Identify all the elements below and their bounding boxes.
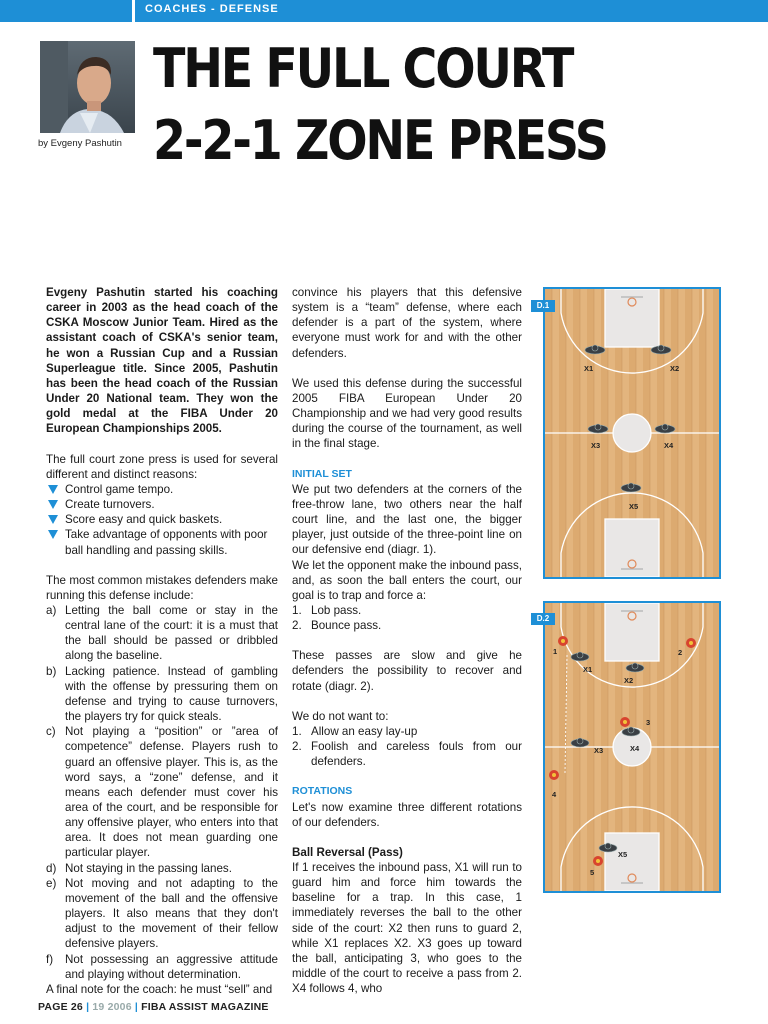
issue-number: 19 2006 (92, 1001, 132, 1013)
magazine-name: FIBA ASSIST MAGAZINE (141, 1001, 269, 1013)
triangle-bullet-icon (48, 530, 58, 539)
marker-label: X1 (583, 665, 593, 674)
article-title (153, 33, 681, 177)
marker-label: X1 (584, 364, 594, 373)
paragraph: convince his players that this defensive system is a “team” defense, where each defender is a part of the system, where everyone must work for and with the other defenders. (292, 286, 522, 360)
triangle-bullet-icon (48, 500, 58, 509)
triangle-bullet-icon (48, 485, 58, 494)
list-item: Score easy and quick baskets. (46, 512, 278, 527)
list-item: d) Not staying in the passing lanes. (46, 861, 232, 875)
author-intro: Evgeny Pashutin started his coaching career in 2003 as the head coach of the CSKA Moscow Junior Team. Hired as the assistant coach of CSKA's senior team, he won a Russian Cup and a Russian Superleague title. Since 2005, Pashutin has been the head coach of the Russian Under 20 National team. They won the gold medal at the FIBA Under 20 European Championships 2005. (46, 286, 278, 436)
paragraph: Let's now examine three different rotations of our defenders. (292, 800, 522, 829)
top-banner (0, 0, 768, 22)
marker-label: 5 (590, 868, 595, 877)
mistakes-list (46, 603, 278, 982)
diagram-2 (543, 601, 721, 893)
triangle-bullet-icon (48, 515, 58, 524)
list-item: 1. Allow an easy lay-up (292, 724, 418, 738)
paragraph: We let the opponent make the inbound pass, and, as soon the ball enters the court, our goal is to trap and force a: (292, 558, 522, 602)
diagram-2-tag: D.2 (531, 613, 555, 625)
list-item: f) Not possessing an aggressive attitude and playing without determination. (46, 952, 278, 981)
list-item: a) Letting the ball come or stay in the central lane of the court: it is a must that the ball should be passed or dribbled along the baseline. (46, 603, 278, 663)
paragraph: These passes are slow and give he defenders the possibility to recover and rotate (diagr. 2). (292, 649, 522, 693)
title-line-1: THE FULL COURT (153, 37, 573, 100)
marker-label: X3 (591, 441, 601, 450)
diagram-1 (543, 287, 721, 579)
marker-label: X2 (670, 364, 680, 373)
reasons-intro: The full court zone press is used for several different and distinct reasons: (46, 452, 278, 481)
passes-list (292, 603, 522, 633)
list-item: Create turnovers. (46, 497, 278, 512)
list-item: e) Not moving and not adapting to the movement of the ball and the offensive players. It also means that they don't adjust to the movement of their fellow defensive players. (46, 876, 278, 951)
author-byline: by Evgeny Pashutin (38, 138, 122, 149)
paragraph: We put two defenders at the corners of the free-throw lane, two others near the half court line, and the last one, the bigger player, just outside of the three-point line on our defensive end (diagr. 1). (292, 482, 522, 557)
marker-label: 1 (553, 647, 558, 656)
page-footer (38, 1001, 269, 1013)
diagram-1-tag: D.1 (531, 300, 555, 312)
footer-separator: | (134, 1001, 138, 1013)
page-number: PAGE 26 (38, 1001, 83, 1013)
list-item: Control game tempo. (46, 482, 278, 497)
list-item: 2. Bounce pass. (292, 619, 382, 633)
list-item: b) Lacking patience. Instead of gambling with the offense by pressuring them on defense and trying to cause turnovers, the players try for quick steals. (46, 664, 278, 724)
final-note: A final note for the coach: he must “sell” and (46, 982, 273, 996)
banner-divider (132, 0, 135, 22)
marker-label: X5 (618, 850, 628, 859)
marker-label: 3 (646, 718, 651, 727)
marker-label: X4 (630, 744, 640, 753)
marker-label: X3 (594, 746, 604, 755)
marker-label: 4 (552, 790, 557, 799)
title-line-2: 2-2-1 ZONE PRESS (153, 109, 607, 172)
marker-label: 2 (678, 648, 683, 657)
paragraph: We used this defense during the successful 2005 FIBA European Under 20 Championship and we had very good results during the course of the tournament, as well in the final stage. (292, 376, 522, 451)
text-column-1 (46, 285, 278, 997)
footer-separator: | (86, 1001, 90, 1013)
text-column-2 (292, 285, 522, 996)
list-item: Take advantage of opponents with poor ball handling and passing skills. (46, 527, 278, 557)
reasons-list (46, 482, 278, 558)
subheading-rotations: ROTATIONS (292, 785, 353, 798)
list-item: 2. Foolish and careless fouls from our defenders. (292, 740, 522, 769)
author-photo (40, 41, 135, 133)
subheading-initial-set: INITIAL SET (292, 467, 352, 480)
paragraph: We do not want to: (292, 709, 389, 723)
marker-label: X4 (664, 441, 674, 450)
list-item: c) Not playing a “position” or ”area of competence” defense. Players rush to guard an offensive player. This is, as the word says, a “zone” defense, and it means each defender must cover his area of the court, and be responsible for any offensive player, who enters into that area. It does not mean guarding one particular player. (46, 725, 278, 860)
marker-label: X5 (629, 502, 639, 511)
section-label: COACHES - DEFENSE (145, 3, 279, 15)
paragraph: If 1 receives the inbound pass, X1 will run to guard him and force him towards the baseline for a trap. In this case, 1 immediately reverses the ball to the other side of the court: X2 then runs to guard 2, while X1 replaces X2. X3 goes up toward the ball, anticipating 3, who goes to the middle of the court to receive a pass from 2. X4 follows 4, who (292, 861, 522, 996)
subheading-ball-reversal: Ball Reversal (Pass) (292, 845, 403, 859)
mistakes-intro: The most common mistakes defenders make running this defense include: (46, 573, 278, 602)
list-item: 1. Lob pass. (292, 603, 362, 617)
marker-label: X2 (624, 676, 634, 685)
donts-list (292, 724, 522, 769)
